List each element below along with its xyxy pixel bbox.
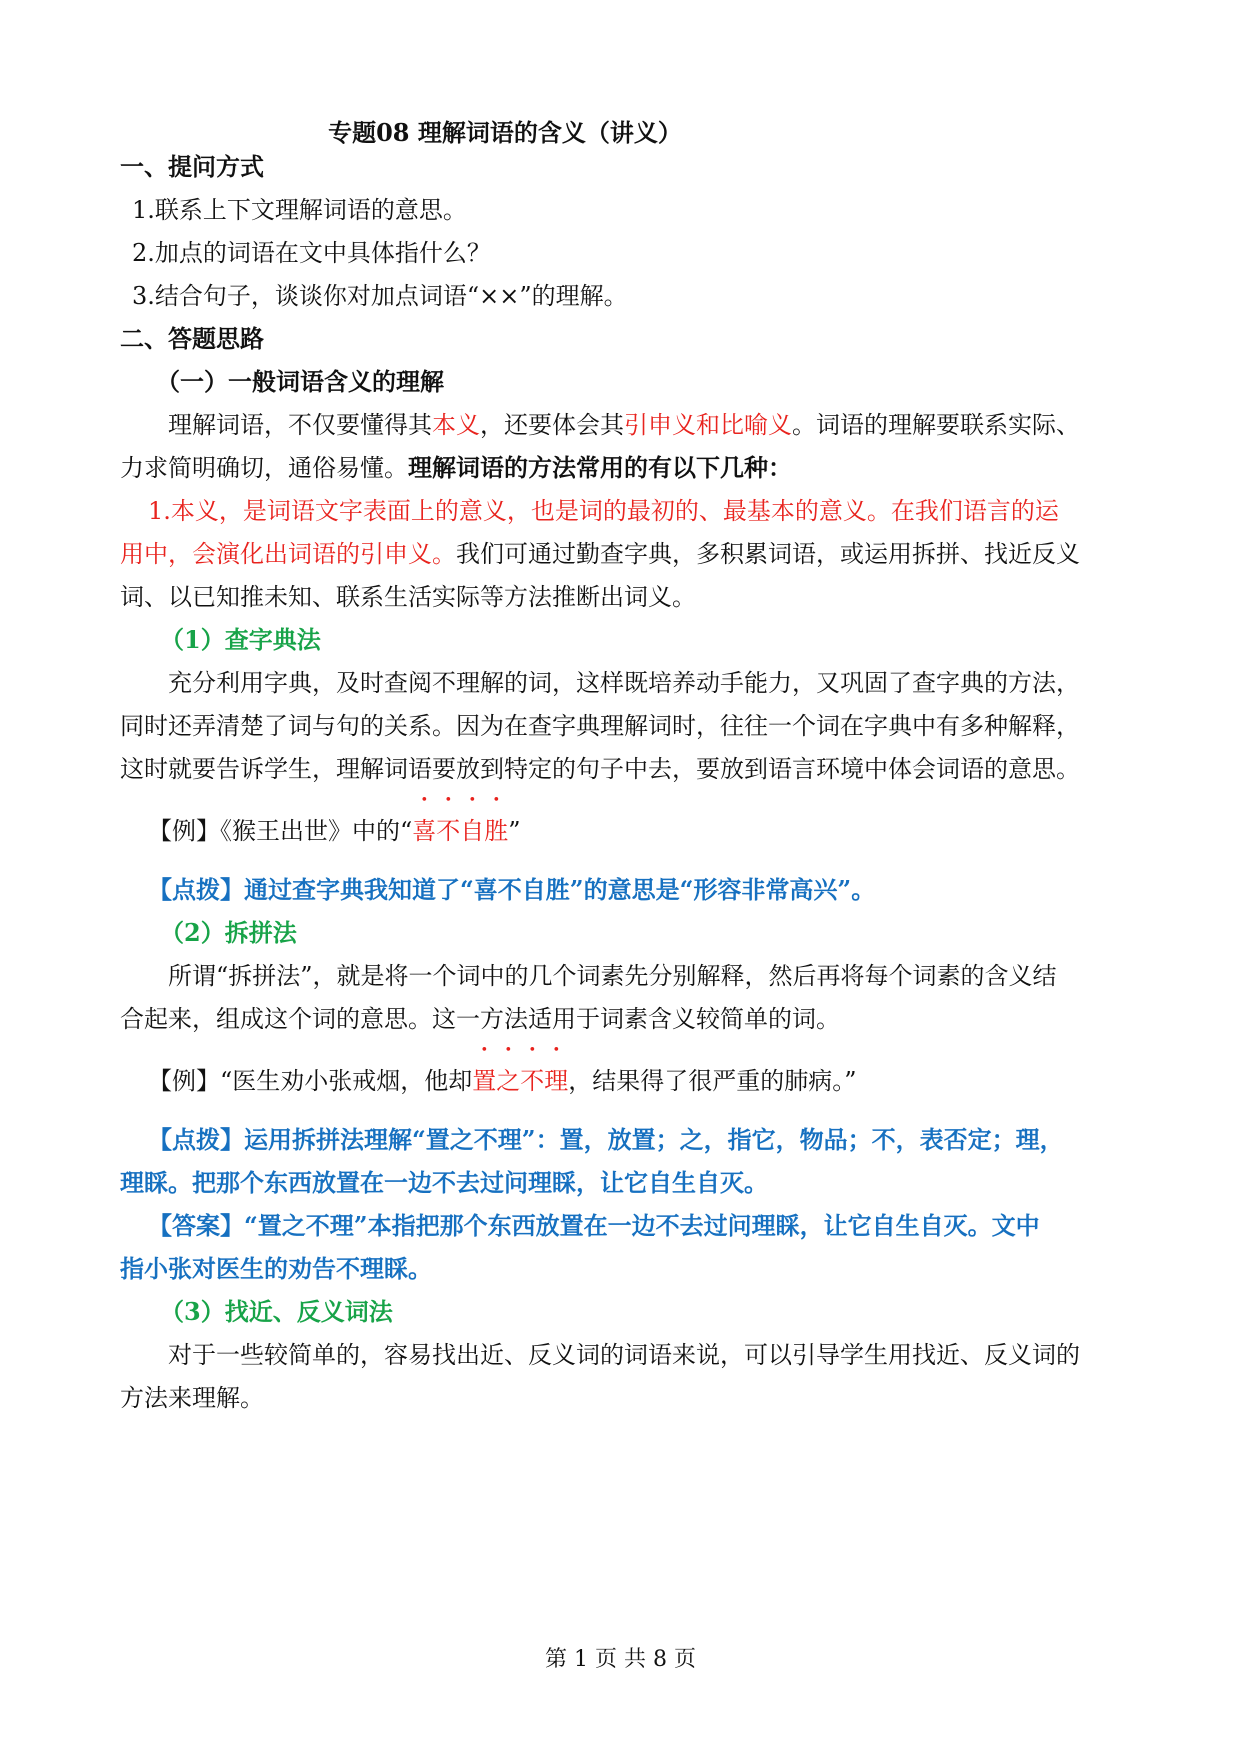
method-3-para-line-1: 对于一些较简单的，容易找出近、反义词的词语来说，可以引导学生用找近、反义词的 bbox=[168, 1341, 1080, 1369]
dotted-word bbox=[472, 1067, 568, 1095]
dotted-char: 不 bbox=[436, 817, 461, 845]
method-1-para-line-3: 这时就要告诉学生，理解词语要放到特定的句子中去，要放到语言环境中体会词语的意思。 bbox=[120, 755, 1080, 783]
text: 【例】“医生劝小张戒烟，他却 bbox=[148, 1067, 473, 1095]
question-2: 2.加点的词语在文中具体指什么？ bbox=[132, 239, 491, 267]
method-2-answer-line-2: 指小张对医生的劝告不理睬。 bbox=[120, 1254, 432, 1283]
section-2-heading: 二、答题思路 bbox=[120, 324, 264, 353]
dotted-char: 胜 bbox=[484, 817, 509, 845]
method-1-para-line-2: 同时还弄清楚了词与句的关系。因为在查字典理解词时，往往一个词在字典中有多种解释， bbox=[120, 712, 1080, 740]
method-1-tip: 【点拨】通过查字典我知道了“喜不自胜”的意思是“形容非常高兴”。 bbox=[148, 875, 876, 904]
paragraph-1-line-2 bbox=[120, 451, 1130, 485]
text: 。词语的理解要联系实际、 bbox=[792, 411, 1080, 439]
red-text: 用中，会演化出词语的引申义。 bbox=[120, 540, 456, 568]
method-1-para-line-1: 充分利用字典，及时查阅不理解的词，这样既培养动手能力，又巩固了查字典的方法， bbox=[168, 669, 1080, 697]
dotted-char: 喜 bbox=[412, 817, 437, 845]
method-2-heading: （2）拆拼法 bbox=[160, 918, 297, 947]
dotted-char: 之 bbox=[496, 1067, 521, 1095]
highlight-original-meaning: 本义 bbox=[432, 411, 480, 439]
method-2-tip-line-1: 【点拨】运用拆拼法理解“置之不理”：置，放置；之，指它，物品；不，表否定；理， bbox=[148, 1125, 1064, 1154]
subsection-1-heading: （一）一般词语含义的理解 bbox=[156, 367, 444, 396]
text: 【例】《猴王出世》中的“ bbox=[148, 817, 413, 845]
method-2-answer-line-1: 【答案】“置之不理”本指把那个东西放置在一边不去过问理睬，让它自生自灭。文中 bbox=[148, 1211, 1040, 1240]
method-2-para-line-2: 合起来，组成这个词的意思。这一方法适用于词素含义较简单的词。 bbox=[120, 1005, 840, 1033]
question-1: 1.联系上下文理解词语的意思。 bbox=[132, 196, 467, 224]
method-3-heading: （3）找近、反义词法 bbox=[160, 1297, 393, 1326]
dotted-word bbox=[412, 817, 508, 845]
page-footer: 第 1 页 共 8 页 bbox=[545, 1647, 696, 1672]
method-2-tip-line-2: 理睬。把那个东西放置在一边不去过问理睬，让它自生自灭。 bbox=[120, 1168, 768, 1197]
dotted-char: 置 bbox=[472, 1067, 497, 1095]
highlight-extended-meaning: 引申义和比喻义 bbox=[624, 411, 792, 439]
method-1-heading: （1）查字典法 bbox=[160, 625, 321, 654]
text: 力求简明确切，通俗易懂。 bbox=[120, 454, 408, 482]
bold-intro: 理解词语的方法常用的有以下几种： bbox=[408, 453, 792, 482]
text: ，还要体会其 bbox=[480, 411, 624, 439]
dotted-char: 理 bbox=[544, 1067, 569, 1095]
dotted-char: 自 bbox=[460, 817, 485, 845]
doc-title: 专题08 理解词语的含义（讲义） bbox=[328, 118, 682, 147]
question-3: 3.结合句子，谈谈你对加点词语“××”的理解。 bbox=[132, 282, 628, 310]
method-3-para-line-2: 方法来理解。 bbox=[120, 1384, 264, 1412]
text: ” bbox=[508, 817, 521, 845]
paragraph-2-line-3: 词、以已知推未知、联系生活实际等方法推断出词义。 bbox=[120, 583, 696, 611]
method-1-example bbox=[120, 814, 1158, 848]
text: ，结果得了很严重的肺病。” bbox=[568, 1067, 857, 1095]
text: 理解词语，不仅要懂得其 bbox=[168, 411, 432, 439]
paragraph-2-line-2 bbox=[120, 537, 1130, 571]
paragraph-2-line-1: 1.本义，是词语文字表面上的意义，也是词的最初的、最基本的意义。在我们语言的运 bbox=[148, 497, 1059, 525]
text: 我们可通过勤查字典，多积累词语，或运用拆拼、找近反义 bbox=[456, 540, 1080, 568]
method-2-para-line-1: 所谓“拆拼法”，就是将一个词中的几个词素先分别解释，然后再将每个词素的含义结 bbox=[168, 962, 1057, 990]
dotted-char: 不 bbox=[520, 1067, 545, 1095]
method-2-example bbox=[120, 1064, 1158, 1098]
section-1-heading: 一、提问方式 bbox=[120, 152, 264, 181]
paragraph-1-line-1 bbox=[120, 408, 1178, 442]
